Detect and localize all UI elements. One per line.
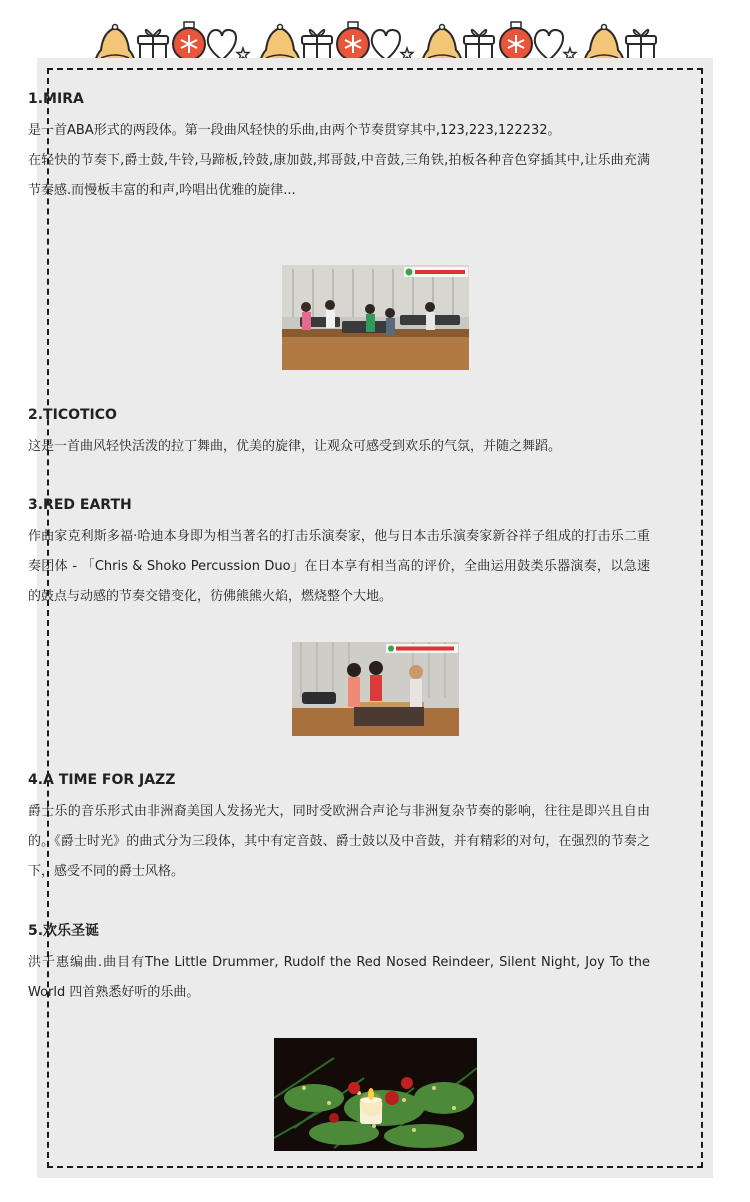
section-title: 5.欢乐圣诞: [28, 923, 100, 939]
ornament-icon: [173, 22, 205, 60]
section-time-for-jazz: [28, 769, 650, 887]
section-paragraph: 爵士乐的音乐形式由非洲裔美国人发扬光大，同时受欧洲合声论与非洲复杂节奏的影响，往往是即兴且自由的。《爵士时光》的曲式分为三段体，其中有定音鼓、爵士鼓以及中音鼓，并有精彩的对句，在强烈的节奏之下，感受不同的爵士风格。: [28, 804, 650, 879]
heart-icon: [535, 30, 563, 60]
section-paragraph: 洪千惠编曲.曲目有The Little Drummer, Rudolf the Red Nosed Reindeer, Silent Night, Joy To the World 四首熟悉好听的乐曲。: [28, 955, 650, 1000]
ornament-icon: [337, 22, 369, 60]
section-red-earth: [28, 494, 650, 612]
trio-photo: [292, 642, 459, 736]
section-title: 2.TICOTICO: [28, 407, 117, 423]
section-title: 4.A TIME FOR JAZZ: [28, 772, 176, 788]
heart-icon: [372, 30, 400, 60]
section-paragraph: 是一首ABA形式的两段体。第一段曲风轻快的乐曲,由两个节奏贯穿其中,123,223,122232。: [28, 123, 561, 138]
christmas-wreath-photo: [274, 1038, 477, 1151]
content-panel: [37, 58, 713, 1178]
section-title: 1.MIRA: [28, 91, 84, 107]
section-paragraph: 这是一首曲风轻快活泼的拉丁舞曲，优美的旋律，让观众可感受到欢乐的气氛，并随之舞蹈。: [28, 439, 562, 454]
heart-icon: [208, 30, 236, 60]
section-paragraph: 作曲家克利斯多福·哈迪本身即为相当著名的打击乐演奏家，他与日本击乐演奏家新谷祥子组成的打击乐二重奏团体 - 「Chris & Shoko Percussion Duo」在日本享有相当高的评价，全曲运用鼓类乐器演奏，以急速的鼓点与动感的节奏交错变化，彷佛熊熊火焰，燃烧整个大地。: [28, 529, 650, 604]
section-title: 3.RED EARTH: [28, 497, 132, 513]
ensemble-photo: [282, 265, 469, 370]
section-mira: [28, 88, 650, 206]
section-paragraph: 在轻快的节奏下,爵士鼓,牛铃,马蹄板,铃鼓,康加鼓,邦哥鼓,中音鼓,三角铁,拍板各种音色穿插其中,让乐曲充满节奏感.而慢板丰富的和声,吟唱出优雅的旋律...: [28, 153, 650, 198]
ornament-icon: [500, 22, 532, 60]
section-merry-christmas: [28, 920, 650, 1008]
section-ticotico: [28, 404, 650, 462]
